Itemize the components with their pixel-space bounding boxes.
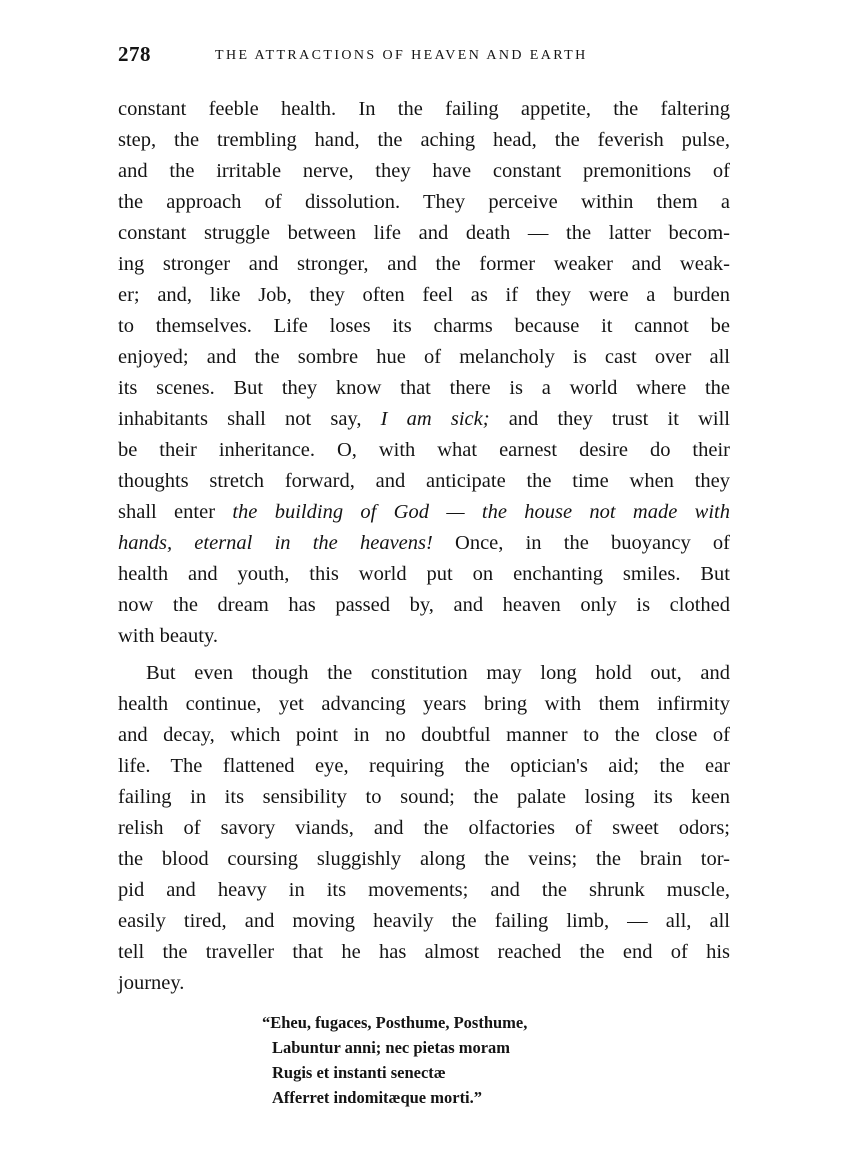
text-line: the blood coursing sluggishly along the veins; the brain tor- [118,848,730,870]
text-line: easily tired, and moving heavily the failing limb, — all, all [118,910,730,932]
quote-line: Rugis et instanti senectæ [272,1063,446,1082]
text-line: er; and, like Job, they often feel as if they were a burden [118,284,730,306]
page-number: 278 [118,42,151,66]
italic-text-run: I am sick; [380,408,490,430]
text-line: health continue, yet advancing years bring with them infirmity [118,693,730,715]
text-line: constant feeble health. In the failing appetite, the faltering [118,98,730,120]
text-run: Once, in the buoyancy of [432,532,730,554]
text-line: journey. [118,972,185,994]
text-line: its scenes. But they know that there is a world where the [118,377,730,399]
text-line: But even though the constitution may long hold out, and [146,662,730,684]
italic-text-run: the building of God — the house not made with [232,501,730,523]
text-run: shall enter [118,501,233,523]
text-line: enjoyed; and the sombre hue of melancholy is cast over all [118,346,730,368]
text-line [118,497,730,528]
text-line: relish of savory viands, and the olfactories of sweet odors; [118,817,730,839]
text-line: constant struggle between life and death — the latter becom- [118,222,730,244]
paragraph-2 [118,658,730,999]
quote-line: “Eheu, fugaces, Posthume, Posthume, [262,1013,528,1032]
text-line [118,528,730,559]
text-line: be their inheritance. O, with what earnest desire do their [118,439,730,461]
text-line: now the dream has passed by, and heaven only is clothed [118,594,730,616]
italic-text-run: hands, eternal in the heavens! [118,532,433,554]
page-header [118,42,738,74]
text-line: the approach of dissolution. They perceive within them a [118,191,730,213]
text-line: to themselves. Life loses its charms because it cannot be [118,315,730,337]
text-line: with beauty. [118,625,219,647]
running-head: THE ATTRACTIONS OF HEAVEN AND EARTH [215,48,588,63]
text-run: inhabitants shall not say, [118,408,381,430]
text-run: and they trust it will [489,408,730,430]
text-line: life. The flattened eye, requiring the optician's aid; the ear [118,755,730,777]
text-line: pid and heavy in its movements; and the shrunk muscle, [118,879,730,901]
text-line: and decay, which point in no doubtful manner to the close of [118,724,730,746]
body-text [118,94,730,999]
text-line: and the irritable nerve, they have constant premonitions of [118,160,730,182]
text-line [118,404,730,435]
text-line: tell the traveller that he has almost reached the end of his [118,941,730,963]
paragraph-1 [118,94,730,652]
quote-line: Afferret indomitæque morti.” [272,1088,483,1107]
quote-line: Labuntur anni; nec pietas moram [272,1038,511,1057]
text-line: ing stronger and stronger, and the former weaker and weak- [118,253,730,275]
text-line: health and youth, this world put on enchanting smiles. But [118,563,730,585]
text-line: failing in its sensibility to sound; the palate losing its keen [118,786,730,808]
latin-quotation [262,1010,527,1110]
text-line: thoughts stretch forward, and anticipate the time when they [118,470,730,492]
text-line: step, the trembling hand, the aching head, the feverish pulse, [118,129,730,151]
